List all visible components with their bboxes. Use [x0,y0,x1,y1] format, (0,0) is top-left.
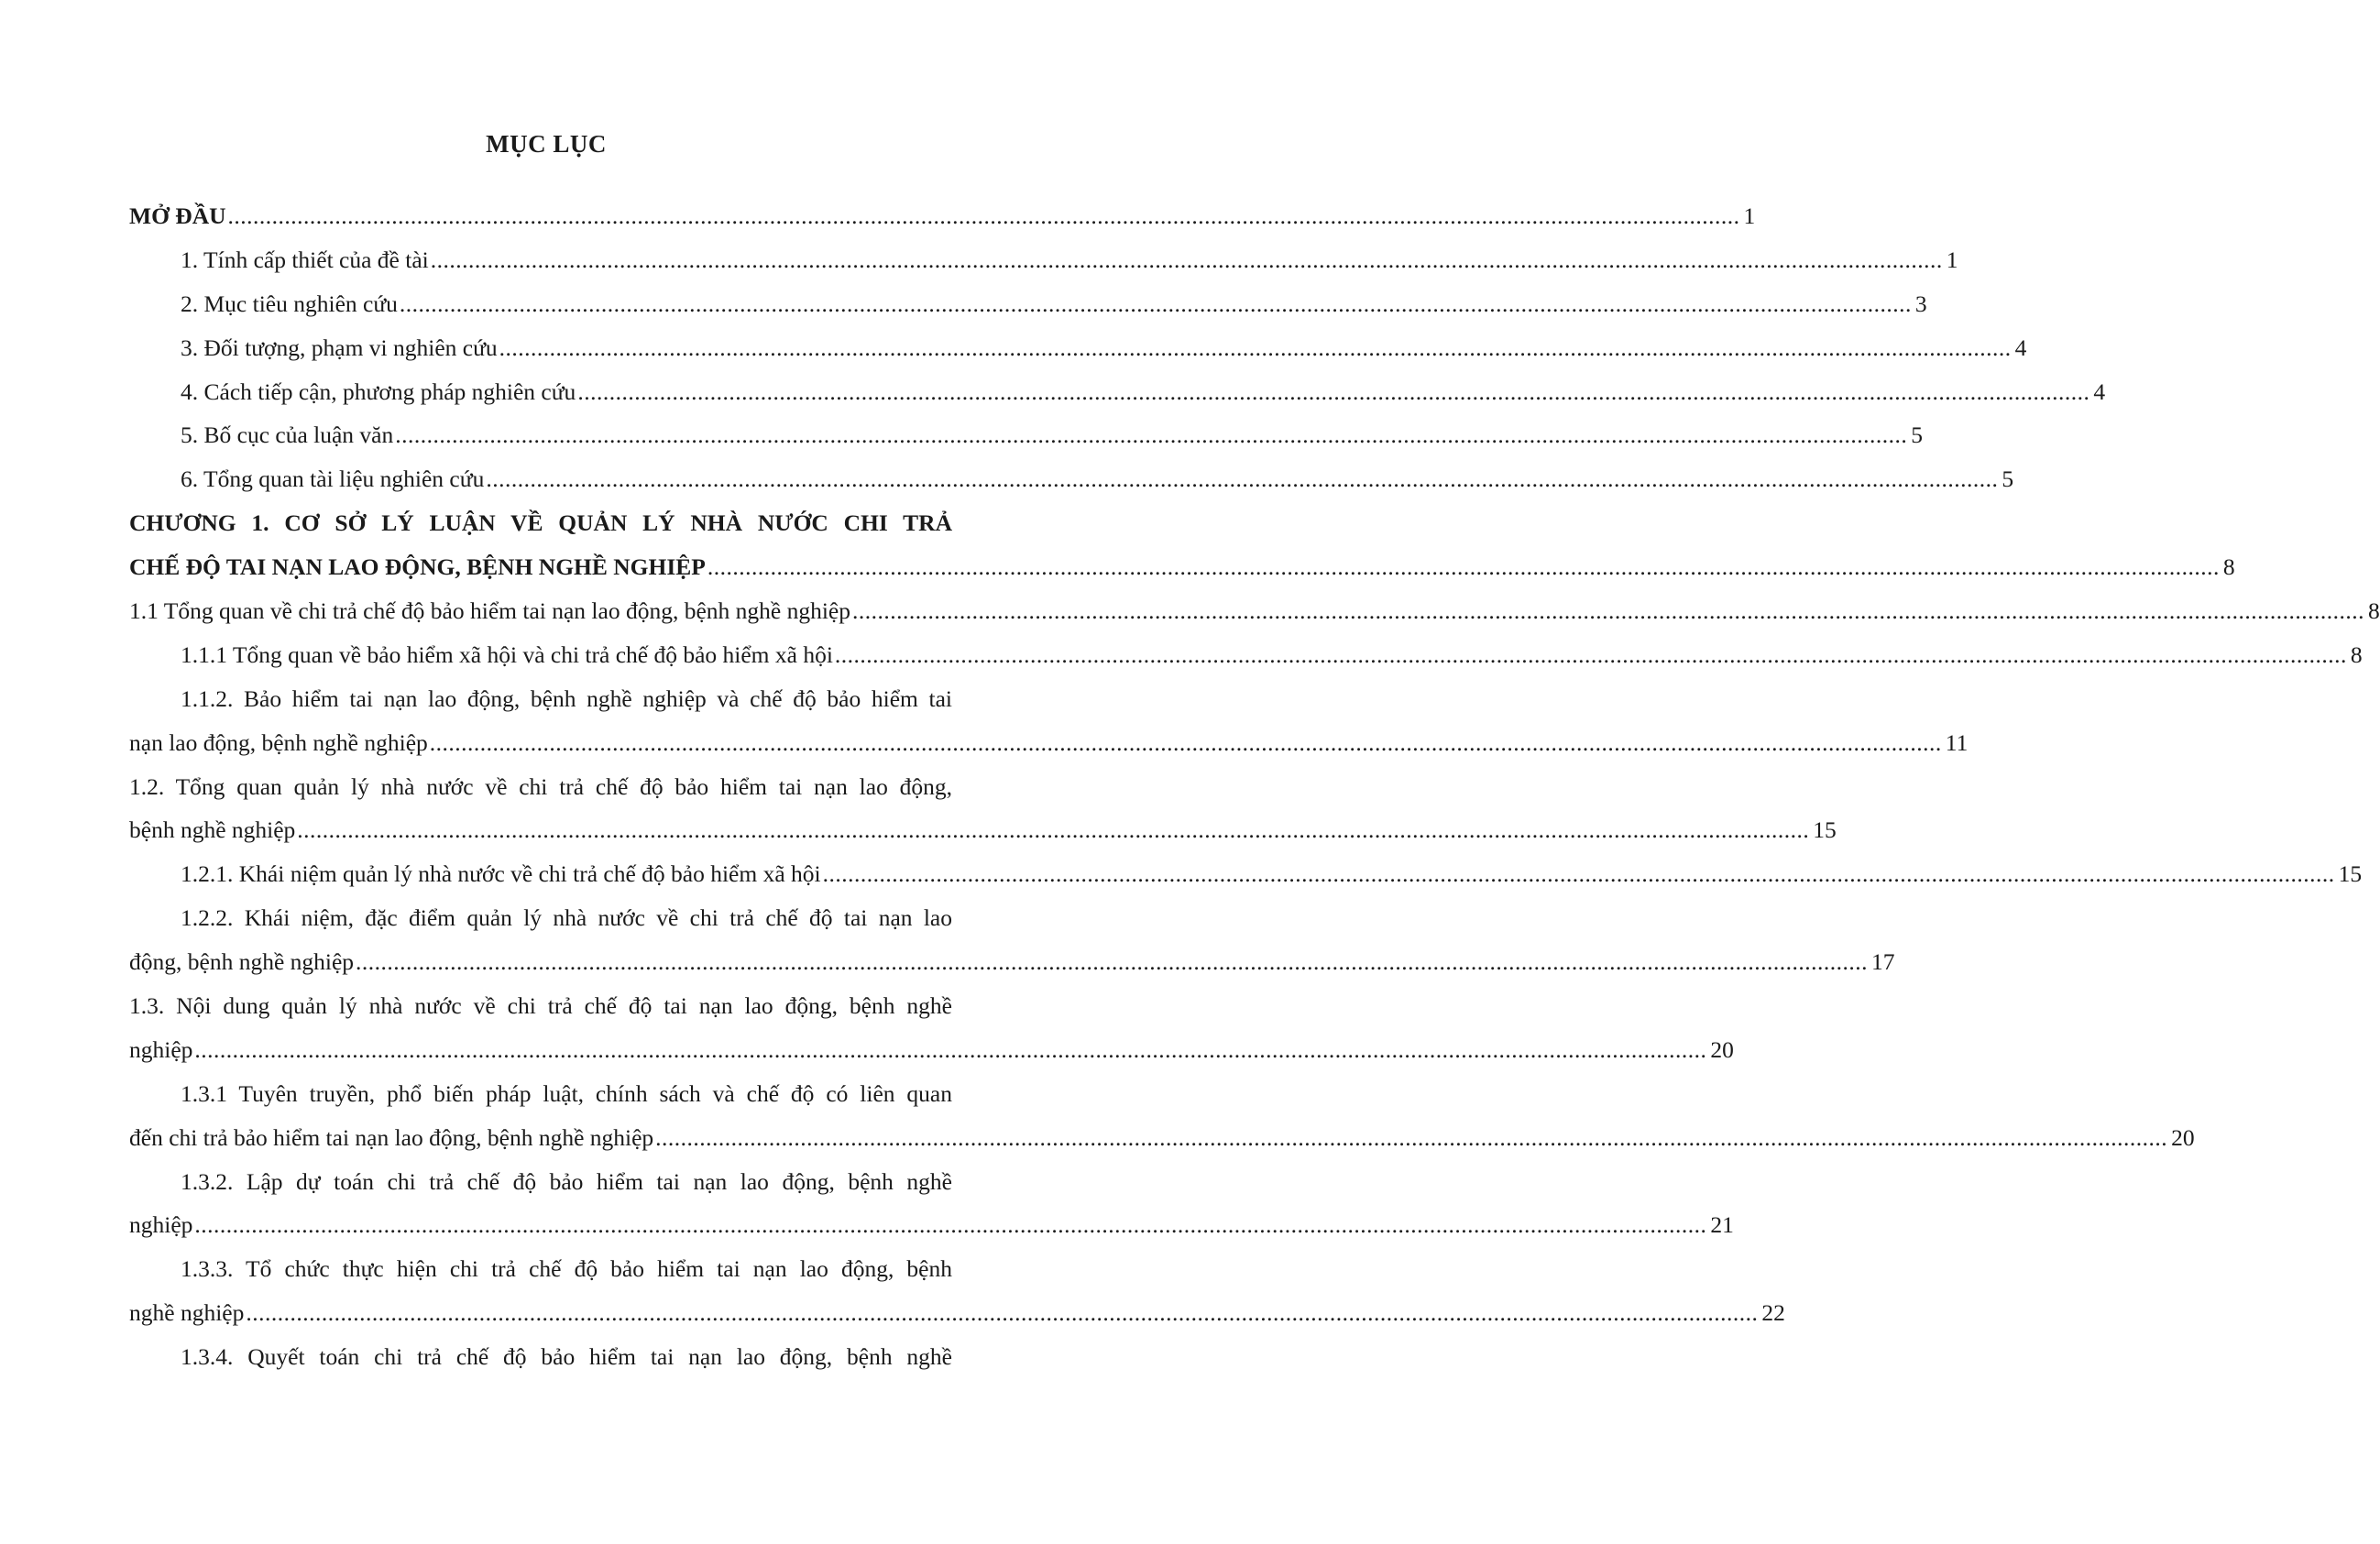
toc-entry-label: 1.1 Tổng quan về chi trả chế độ bảo hiểm tai nạn lao động, bệnh nghề nghiệp [129,597,850,625]
dot-leader: ................................................................................................................................................................................................................................................ [227,203,1740,229]
toc-entry-1-1-2-line1[interactable]: 1.1.2. Bảo hiểm tai nạn lao động, bệnh nghề nghiệp và chế độ bảo hiểm tai [181,684,952,712]
dot-leader: ................................................................................................................................................................................................................................................ [430,246,1943,273]
toc-entry-label: 2. Mục tiêu nghiên cứu [181,290,398,317]
toc-page-number: 20 [1710,1035,1734,1063]
dot-leader: ................................................................................................................................................................................................................................................ [499,334,2012,361]
dot-leader: ................................................................................................................................................................................................................................................ [822,860,2335,888]
toc-page-number: 8 [2368,597,2380,625]
dot-leader: ................................................................................................................................................................................................................................................ [486,465,1999,493]
toc-entry-1-3-4-line1[interactable]: 1.3.4. Quyết toán chi trả chế độ bảo hiểm tai nạn lao động, bệnh nghề [181,1343,952,1371]
toc-page-number: 4 [2093,378,2106,405]
toc-entry-label: CHẾ ĐỘ TAI NẠN LAO ĐỘNG, BỆNH NGHỀ NGHIỆP [129,553,706,581]
toc-page-number: 15 [1813,816,1837,844]
toc-entry-1-1-1[interactable] [129,633,2363,677]
toc-entry-1-1[interactable] [129,589,2380,633]
dot-leader: ................................................................................................................................................................................................................................................ [707,553,2220,581]
toc-entry-label: 1.2.1. Khái niệm quản lý nhà nước về chi trả chế độ bảo hiểm xã hội [181,860,821,888]
toc-entry-label: động, bệnh nghề nghiệp [129,948,355,976]
toc-entry-1-2-line1[interactable]: 1.2. Tổng quan quản lý nhà nước về chi trả chế độ bảo hiểm tai nạn lao động, [129,772,952,800]
dot-leader: ................................................................................................................................................................................................................................................ [834,641,2347,668]
toc-entry-1-3-line2[interactable] [129,1028,1734,1072]
dot-leader: ................................................................................................................................................................................................................................................ [246,1299,1759,1327]
toc-entry-label: 3. Đối tượng, phạm vi nghiên cứu [181,334,498,361]
table-of-contents [129,194,2380,1379]
dot-leader: ................................................................................................................................................................................................................................................ [577,378,2090,405]
dot-leader: ................................................................................................................................................................................................................................................ [852,597,2364,625]
toc-page-number: 21 [1710,1211,1734,1239]
dot-leader: ................................................................................................................................................................................................................................................ [655,1123,2168,1151]
toc-entry-label: đến chi trả bảo hiểm tai nạn lao động, bệnh nghề nghiệp [129,1123,654,1151]
toc-entry-label: 4. Cách tiếp cận, phương pháp nghiên cứu [181,378,576,405]
toc-page-number: 11 [1945,728,1969,756]
toc-entry-1-3-2-line2[interactable] [129,1203,1734,1247]
dot-leader: ................................................................................................................................................................................................................................................ [395,422,1908,449]
toc-entry-label: nghiệp [129,1211,193,1239]
toc-entry-1-1-2-line2[interactable] [129,721,1969,765]
toc-entry-1-2-2-line1[interactable]: 1.2.2. Khái niệm, đặc điểm quản lý nhà nước về chi trả chế độ tai nạn lao [181,904,952,932]
toc-entry-1-3-2-line1[interactable]: 1.3.2. Lập dự toán chi trả chế độ bảo hiểm tai nạn lao động, bệnh nghề [181,1167,952,1195]
toc-entry-1-2-1[interactable] [129,852,2363,896]
toc-entry-1-2-line2[interactable] [129,808,1837,852]
toc-page-number: 4 [2014,334,2027,361]
toc-entry-label: nạn lao động, bệnh nghề nghiệp [129,728,428,756]
dot-leader: ................................................................................................................................................................................................................................................ [297,816,1810,844]
toc-entry-label: nghề nghiệp [129,1299,245,1327]
toc-page-number: 15 [2338,860,2363,888]
toc-page-number: 5 [2002,465,2014,493]
toc-entry-3[interactable] [129,326,2027,370]
toc-entry-1-3-1-line2[interactable] [129,1116,2195,1160]
toc-chapter-1-line2[interactable] [129,545,2235,589]
toc-page-number: 22 [1761,1299,1785,1327]
dot-leader: ................................................................................................................................................................................................................................................ [429,728,1942,756]
dot-leader: ................................................................................................................................................................................................................................................ [194,1035,1707,1063]
toc-page-number: 1 [1946,246,1958,273]
toc-entry-label: nghiệp [129,1035,193,1063]
toc-page-number: 17 [1871,948,1895,976]
toc-entry-mo-dau[interactable] [129,194,1756,238]
toc-entry-4[interactable] [129,370,2106,414]
toc-entry-1-3-line1[interactable]: 1.3. Nội dung quản lý nhà nước về chi trả chế độ tai nạn lao động, bệnh nghề [129,992,952,1020]
toc-entry-label: MỞ ĐẦU [129,203,226,229]
toc-entry-1-3-1-line1[interactable]: 1.3.1 Tuyên truyền, phổ biến pháp luật, chính sách và chế độ có liên quan [181,1079,952,1107]
toc-entry-label: bệnh nghề nghiệp [129,816,296,844]
toc-entry-6[interactable] [129,457,2014,501]
toc-entry-label: 1.1.1 Tổng quan về bảo hiểm xã hội và chi trả chế độ bảo hiểm xã hội [181,641,833,668]
toc-entry-label: 1. Tính cấp thiết của đề tài [181,246,429,273]
dot-leader: ................................................................................................................................................................................................................................................ [356,948,1869,976]
toc-title: MỤC LỤC [486,130,607,158]
toc-entry-1[interactable] [129,238,1958,282]
toc-page-number: 5 [1911,422,1924,449]
toc-entry-label: 5. Bố cục của luận văn [181,422,394,449]
toc-page-number: 1 [1743,203,1756,229]
toc-page-number: 8 [2350,641,2363,668]
dot-leader: ................................................................................................................................................................................................................................................ [399,290,1912,317]
toc-entry-2[interactable] [129,282,1927,326]
toc-entry-1-3-3-line2[interactable] [129,1291,1785,1335]
toc-page-number: 20 [2171,1123,2195,1151]
toc-page-number: 8 [2222,553,2235,581]
toc-chapter-1-line1[interactable]: CHƯƠNG 1. CƠ SỞ LÝ LUẬN VỀ QUẢN LÝ NHÀ NƯỚC CHI TRẢ [129,509,952,537]
dot-leader: ................................................................................................................................................................................................................................................ [194,1211,1707,1239]
toc-entry-1-3-3-line1[interactable]: 1.3.3. Tổ chức thực hiện chi trả chế độ bảo hiểm tai nạn lao động, bệnh [181,1255,952,1283]
toc-entry-5[interactable] [129,413,1924,457]
toc-entry-label: 6. Tổng quan tài liệu nghiên cứu [181,465,485,493]
toc-page-number: 3 [1914,290,1927,317]
toc-entry-1-2-2-line2[interactable] [129,940,1895,984]
